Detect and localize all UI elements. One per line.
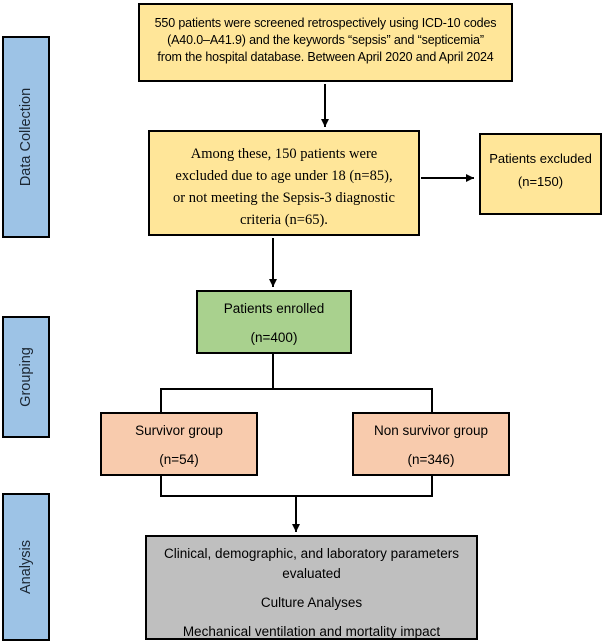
text-line: from the hospital database. Between April 2020 and April 2024 (157, 50, 494, 64)
text-line: Patients enrolled (223, 301, 325, 316)
text-line: (n=54) (159, 452, 199, 467)
text-line: Clinical, demographic, and laboratory parameters (164, 546, 459, 561)
text-line: criteria (n=65). (240, 212, 328, 228)
stage-label-grouping (2, 316, 50, 438)
patients-excluded-box (479, 133, 602, 215)
text-line: (n=346) (407, 452, 455, 467)
text-line: evaluated (282, 566, 341, 581)
screening-box (138, 3, 513, 82)
text-line: Culture Analyses (260, 595, 363, 610)
connector-groups-merge (161, 477, 432, 496)
stage-label-text: Data Collection (18, 87, 35, 187)
text-line: Non survivor group (373, 423, 489, 438)
text-line: (n=150) (517, 174, 564, 189)
text-line: Survivor group (135, 423, 223, 438)
exclusion-box (148, 130, 420, 236)
text-line: Among these, 150 patients were (190, 146, 378, 162)
stage-label-text: Analysis (18, 540, 34, 594)
text-line: 550 patients were screened retrospectively using ICD-10 codes (154, 16, 497, 30)
stage-label-text: Grouping (18, 347, 34, 407)
non-survivor-group-box (352, 412, 510, 476)
patients-enrolled-box (196, 290, 352, 354)
text-line: (n=400) (250, 330, 298, 345)
text-line: excluded due to age under 18 (n=85), (175, 168, 393, 184)
stage-label-data-collection (2, 36, 50, 238)
text-line: or not meeting the Sepsis-3 diagnostic (173, 190, 395, 206)
text-line: (A40.0–A41.9) and the keywords “sepsis” and “septicemia” (167, 33, 484, 47)
text-line: Patients excluded (489, 151, 592, 166)
survivor-group-box (100, 412, 258, 476)
analysis-box (145, 535, 478, 640)
text-line: Mechanical ventilation and mortality impact (182, 624, 441, 639)
stage-label-analysis (2, 493, 50, 641)
connector-enrolled-split (161, 355, 432, 411)
